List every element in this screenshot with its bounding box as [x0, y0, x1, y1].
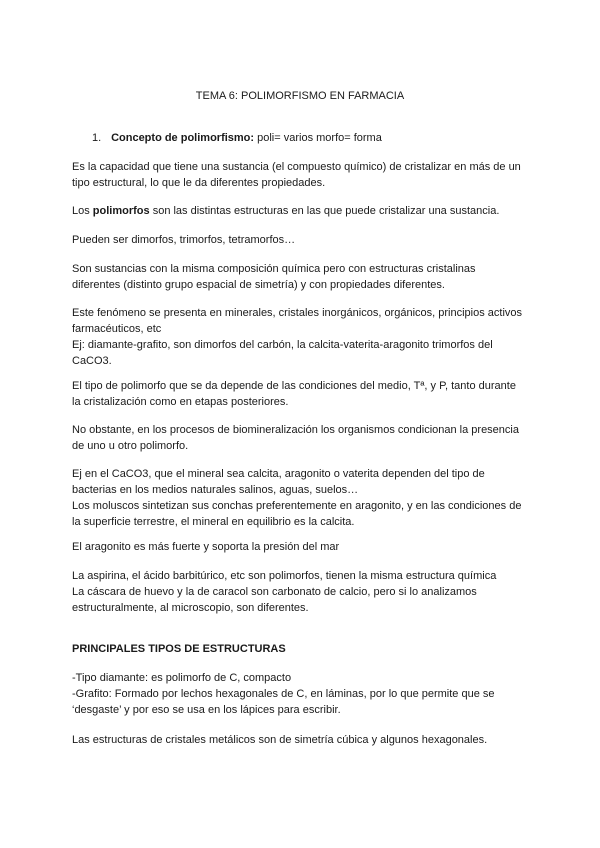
paragraph-types: Pueden ser dimorfos, trimorfos, tetramorfos… — [72, 234, 296, 246]
paragraph-composition: Son sustancias con la misma composición química pero con estructuras cristalinas diferentes (distinto grupo espacial de simetría) y con propiedades diferentes. — [72, 263, 476, 291]
paragraph-structures: -Tipo diamante: es polimorfo de C, compacto -Grafito: Formado por lechos hexagonales de C, en láminas, por lo que permite que se ‘desgaste’ y por eso se usa en los lápices para escribir. — [72, 672, 495, 716]
paragraph-biomineralization: No obstante, en los procesos de biomineralización los organismos condicionan la presencia de uno u otro polimorfo. — [72, 424, 519, 452]
list-number: 1. — [92, 132, 102, 144]
paragraph-conditions: El tipo de polimorfo que se da depende de las condiciones del medio, Tª, y P, tanto durante la cristalización como en etapas posteriores. — [72, 380, 516, 408]
paragraph-polimorfos: Los polimorfos son las distintas estructuras en las que puede cristalizar una sustancia. — [72, 205, 500, 217]
paragraph-caco3: Ej en el CaCO3, que el mineral sea calcita, aragonito o vaterita dependen del tipo de bacterias en los medios naturales salinos, aguas, suelos… Los moluscos sintetizan sus conchas preferentemente en aragonito, y en las condiciones de la superficie terrestre, el mineral en equilibrio es la calcita. — [72, 468, 522, 528]
paragraph-phenomenon: Este fenómeno se presenta en minerales, cristales inorgánicos, orgánicos, principios activos farmacéuticos, etc Ej: diamante-grafito, son dimorfos del carbón, la calcita-vaterita-aragonito trimorfos del CaCO3. — [72, 307, 523, 367]
bold-term: polimorfos — [92, 205, 150, 217]
paragraph-metallic: Las estructuras de cristales metálicos son de simetría cúbica y algunos hexagonales. — [72, 734, 488, 746]
document-title: TEMA 6: POLIMORFISMO EN FARMACIA — [195, 90, 405, 102]
heading-bold: Concepto de polimorfismo: — [111, 132, 255, 144]
heading-rest: poli= varios morfo= forma — [254, 132, 382, 144]
section-1-heading — [92, 130, 382, 146]
paragraph-aragonito: El aragonito es más fuerte y soporta la presión del mar — [72, 541, 340, 553]
section-2-heading: PRINCIPALES TIPOS DE ESTRUCTURAS — [72, 643, 286, 655]
paragraph-definition: Es la capacidad que tiene una sustancia (el compuesto químico) de cristalizar en más de un tipo estructural, lo que le da diferentes propiedades. — [72, 161, 521, 189]
paragraph-aspirina: La aspirina, el ácido barbitúrico, etc son polimorfos, tienen la misma estructura química La cáscara de huevo y la de caracol son carbonato de calcio, pero si lo analizamos estructuralmente, al microscopio, son diferentes. — [72, 570, 497, 614]
